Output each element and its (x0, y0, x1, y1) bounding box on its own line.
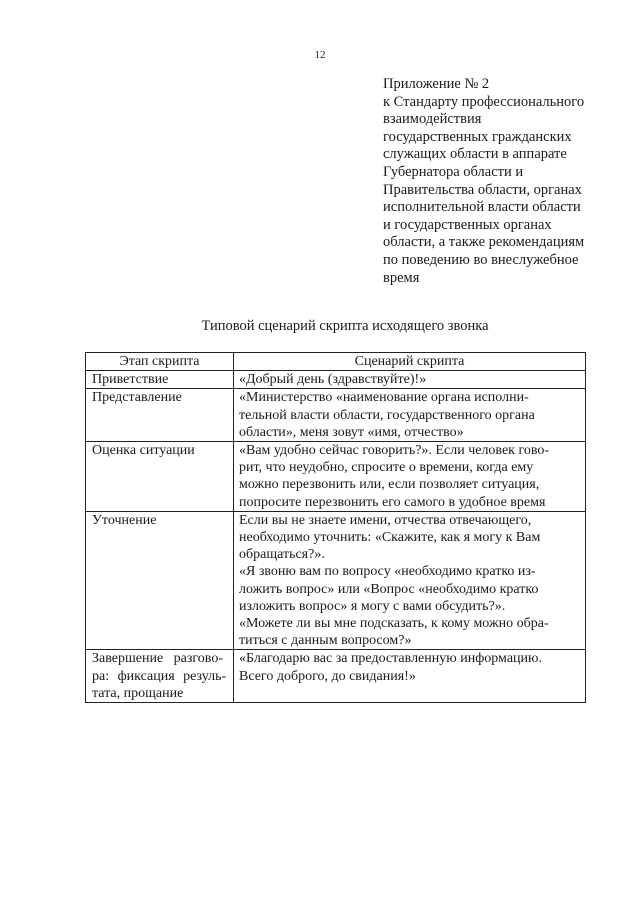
header-script: Сценарий скрипта (234, 353, 586, 371)
script-text: «Вам удобно сейчас говорить?». Если человек гово- (239, 443, 550, 459)
script-cell (234, 442, 586, 512)
table-row (86, 511, 586, 650)
script-text: необходимо уточнить: «Скажите, как я могу к Вам (239, 530, 541, 546)
script-text: изложить вопрос» я могу с вами обсудить?». (239, 598, 506, 614)
appendix-line: исполнительной власти области (383, 199, 581, 216)
appendix-line: взаимодействия (383, 111, 482, 128)
appendix-line: области, а также рекомендациям (383, 234, 585, 251)
stage-text: Уточнение (92, 512, 157, 528)
script-text: «Благодарю вас за предоставленную информацию. (239, 651, 542, 667)
table-row (86, 371, 586, 389)
stage-cell (86, 650, 234, 703)
script-text: можно перезвонить или, если позволяет ситуация, (239, 477, 540, 493)
script-text: тельной власти области, государственного органа (239, 407, 535, 423)
document-title: Типовой сценарий скрипта исходящего звонка (201, 318, 489, 334)
appendix-line: Приложение № 2 (383, 76, 490, 92)
stage-text: Оценка ситуации (92, 443, 195, 459)
appendix-line: служащих области в аппарате (383, 146, 567, 163)
script-text: обращаться?». (239, 547, 325, 563)
script-text: попросите перезвонить его самого в удобное время (239, 494, 546, 510)
table-row (86, 650, 586, 703)
appendix-line: Правительства области, органах (383, 181, 582, 198)
script-table (85, 352, 586, 703)
stage-text: Представление (92, 390, 182, 406)
appendix-line: время (383, 269, 420, 286)
script-text: «Я звоню вам по вопросу «необходимо кратко из- (239, 564, 536, 580)
script-text: «Министерство «наименование органа исполни- (239, 390, 529, 406)
script-cell (234, 389, 586, 442)
table-row (86, 442, 586, 512)
stage-text: ра: фиксация резуль- (92, 668, 227, 684)
script-text: области», меня зовут «имя, отчество» (239, 424, 464, 440)
script-text: ложить вопрос» или «Вопрос «необходимо кратко (239, 581, 539, 597)
appendix-line: Губернатора области и (383, 163, 524, 180)
appendix-line: к Стандарту профессионального (383, 93, 585, 110)
script-text: титься с данным вопросом?» (239, 633, 412, 649)
stage-cell (86, 511, 234, 650)
stage-cell (86, 442, 234, 512)
stage-text: тата, прощание (92, 685, 184, 701)
appendix-line: и государственных органах (383, 216, 552, 233)
page-number: 12 (314, 49, 326, 61)
appendix-line: по поведению во внеслужебное (383, 251, 579, 268)
stage-cell (86, 371, 234, 389)
script-text: Если вы не знаете имени, отчества отвечающего, (239, 512, 532, 528)
script-text: «Можете ли вы мне подсказать, к кому можно обра- (239, 616, 549, 632)
script-cell (234, 650, 586, 703)
script-text: рит, что неудобно, спросите о времени, когда ему (239, 460, 534, 476)
table-header-row (86, 353, 586, 371)
table-row (86, 389, 586, 442)
stage-cell (86, 389, 234, 442)
script-text: Всего доброго, до свидания!» (239, 668, 416, 684)
stage-text: Завершение разгово- (92, 651, 223, 667)
header-stage: Этап скрипта (86, 353, 234, 371)
appendix-header (383, 76, 613, 287)
appendix-line: государственных гражданских (383, 128, 572, 145)
script-cell (234, 511, 586, 650)
script-cell (234, 371, 586, 389)
script-text: «Добрый день (здравствуйте)!» (239, 372, 427, 388)
stage-text: Приветствие (92, 372, 169, 388)
